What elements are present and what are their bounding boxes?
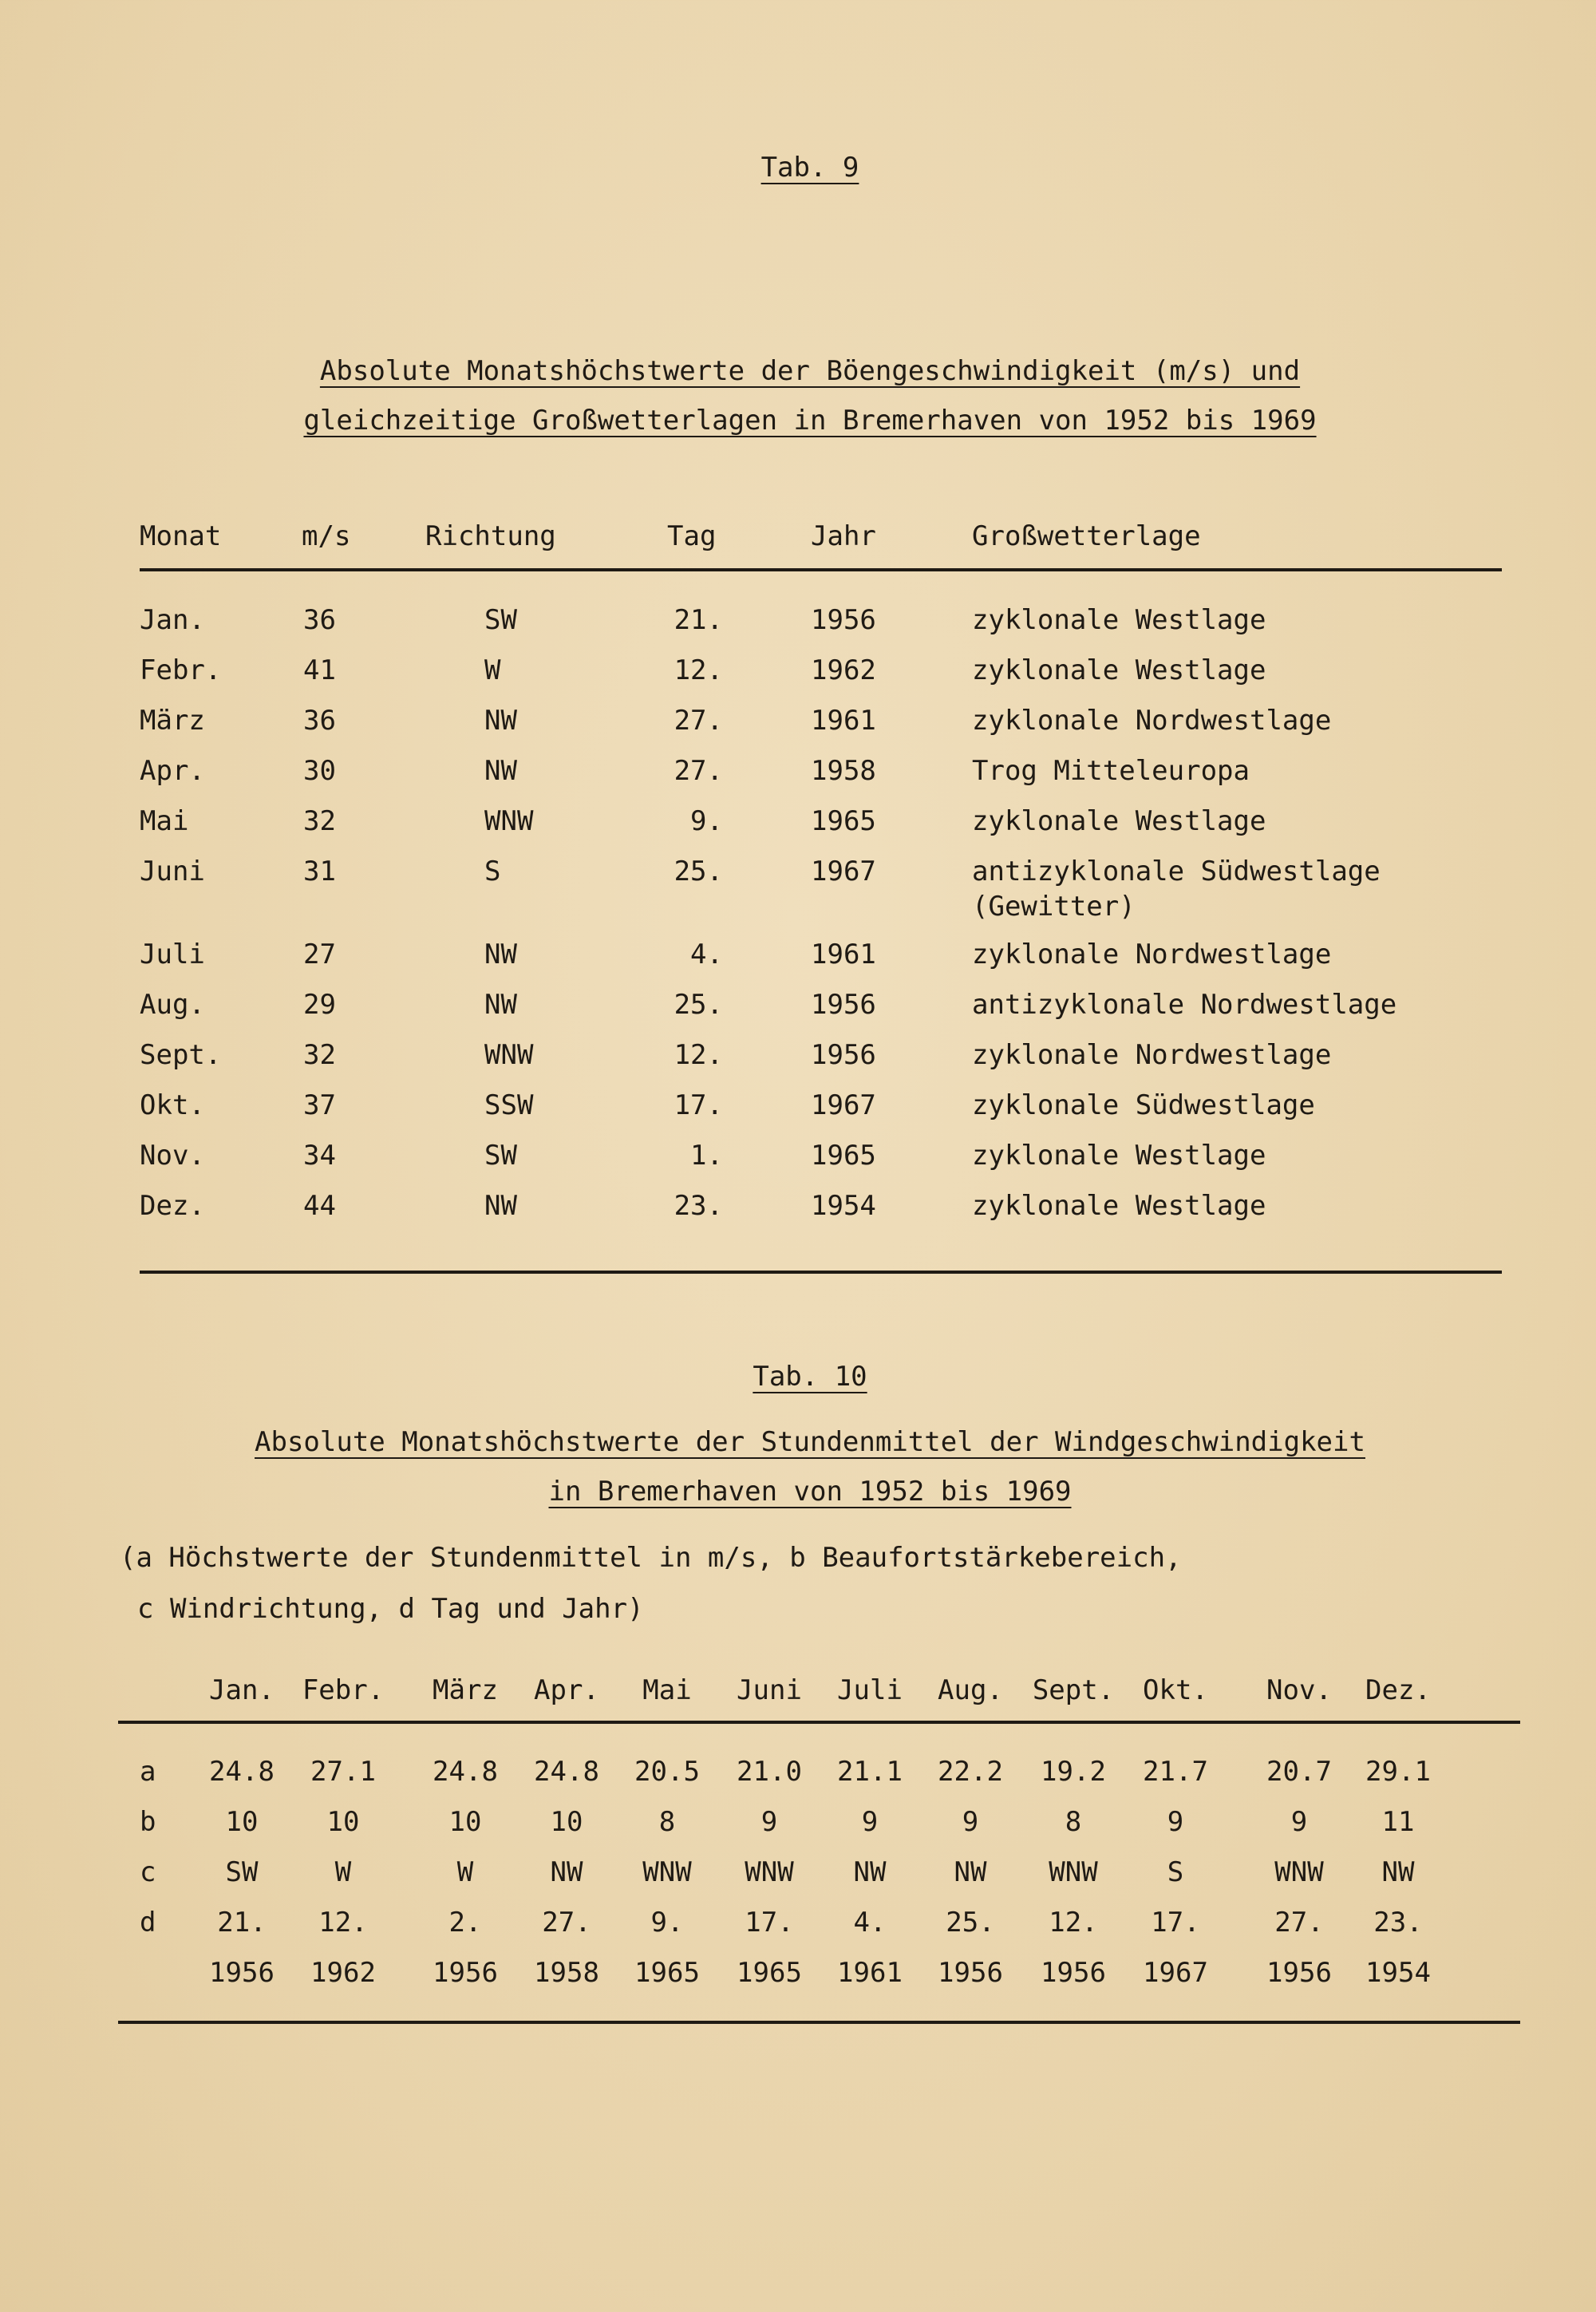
row-jahr: 1967 (811, 856, 876, 887)
month-header: März (433, 1674, 498, 1706)
tab9-title-line1: Absolute Monatshöchstwerte der Böengeschwindigkeit (m/s) und (319, 355, 1301, 387)
table-cell: 8 (658, 1806, 676, 1838)
table-cell: 1954 (1365, 1957, 1431, 1989)
table-cell: 2. (448, 1907, 482, 1939)
row-jahr: 1958 (811, 755, 876, 787)
row-jahr: 1956 (811, 604, 876, 636)
row-jahr: 1956 (811, 1039, 876, 1071)
row-ms: 31 (303, 856, 336, 887)
row-label: d (140, 1907, 156, 1939)
row-monat: Jan. (140, 604, 205, 636)
table-cell: NW (550, 1856, 583, 1888)
row-ms: 34 (303, 1140, 336, 1172)
month-header: Okt. (1143, 1674, 1208, 1706)
table-cell: 19.2 (1041, 1756, 1106, 1788)
row-jahr: 1965 (811, 805, 876, 837)
row-monat: Aug. (140, 989, 205, 1021)
row-richtung: SW (484, 604, 517, 636)
header-richtung: Richtung (425, 520, 556, 552)
row-ms: 29 (303, 989, 336, 1021)
table-cell: 1956 (938, 1957, 1003, 1989)
row-richtung: W (484, 654, 501, 686)
table-cell: NW (1381, 1856, 1415, 1888)
table-cell: NW (853, 1856, 887, 1888)
row-jahr: 1954 (811, 1190, 876, 1222)
table-cell: 9 (1290, 1806, 1308, 1838)
row-tag: 17. (674, 1089, 723, 1121)
row-ms: 41 (303, 654, 336, 686)
row-tag: 12. (674, 654, 723, 686)
table-cell: 21. (217, 1907, 267, 1939)
tab9-bottom-rule (140, 1271, 1502, 1274)
table-cell: 1961 (837, 1957, 903, 1989)
row-richtung: NW (484, 705, 517, 737)
table-cell: 1958 (534, 1957, 599, 1989)
row-richtung: S (484, 856, 501, 887)
row-tag: 9. (690, 805, 723, 837)
row-tag: 27. (674, 755, 723, 787)
month-header: Febr. (302, 1674, 385, 1706)
table-cell: W (456, 1856, 474, 1888)
row-monat: Okt. (140, 1089, 205, 1121)
row-lage: zyklonale Westlage (972, 805, 1266, 837)
row-label: b (140, 1806, 156, 1838)
row-label: a (140, 1756, 156, 1788)
table-cell: 9. (650, 1907, 684, 1939)
table-cell: 27.1 (310, 1756, 376, 1788)
tab10-note-line2: c Windrichtung, d Tag und Jahr) (137, 1593, 644, 1625)
row-ms: 44 (303, 1190, 336, 1222)
row-richtung: NW (484, 939, 517, 970)
row-richtung: NW (484, 755, 517, 787)
row-jahr: 1967 (811, 1089, 876, 1121)
month-header: Apr. (534, 1674, 599, 1706)
table-cell: 20.7 (1266, 1756, 1332, 1788)
row-lage-note: (Gewitter) (972, 891, 1136, 923)
table-cell: 22.2 (938, 1756, 1003, 1788)
tab9-label: Tab. 9 (760, 152, 859, 184)
tab10-bottom-rule (118, 2021, 1520, 2024)
row-tag: 23. (674, 1190, 723, 1222)
table-cell: 10 (326, 1806, 360, 1838)
table-cell: 10 (225, 1806, 259, 1838)
row-tag: 27. (674, 705, 723, 737)
row-richtung: SW (484, 1140, 517, 1172)
table-cell: W (334, 1856, 352, 1888)
header-ms: m/s (302, 520, 351, 552)
header-tag: Tag (667, 520, 717, 552)
table-cell: 1965 (634, 1957, 700, 1989)
table-cell: 24.8 (209, 1756, 275, 1788)
table-cell: 21.1 (837, 1756, 903, 1788)
table-cell: 1967 (1143, 1957, 1208, 1989)
row-ms: 27 (303, 939, 336, 970)
table-cell: 10 (550, 1806, 583, 1838)
month-header: Dez. (1365, 1674, 1431, 1706)
month-header: Sept. (1032, 1674, 1115, 1706)
row-monat: Febr. (140, 654, 222, 686)
table-cell: 24.8 (534, 1756, 599, 1788)
row-lage: zyklonale Westlage (972, 654, 1266, 686)
row-jahr: 1961 (811, 705, 876, 737)
row-ms: 32 (303, 1039, 336, 1071)
row-ms: 36 (303, 705, 336, 737)
tab10-title-line2: in Bremerhaven von 1952 bis 1969 (548, 1476, 1072, 1508)
month-header: Aug. (938, 1674, 1003, 1706)
row-ms: 37 (303, 1089, 336, 1121)
row-lage: zyklonale Westlage (972, 604, 1266, 636)
row-lage: zyklonale Nordwestlage (972, 705, 1332, 737)
row-monat: Nov. (140, 1140, 205, 1172)
table-cell: 1962 (310, 1957, 376, 1989)
row-lage: zyklonale Nordwestlage (972, 1039, 1332, 1071)
row-lage: zyklonale Nordwestlage (972, 939, 1332, 970)
month-header: Jan. (209, 1674, 275, 1706)
row-label: c (140, 1856, 156, 1888)
row-tag: 21. (674, 604, 723, 636)
table-cell: 27. (1274, 1907, 1324, 1939)
row-tag: 4. (690, 939, 723, 970)
table-cell: S (1167, 1856, 1184, 1888)
table-cell: 9 (1167, 1806, 1184, 1838)
tab10-header-rule (118, 1721, 1520, 1724)
row-ms: 36 (303, 604, 336, 636)
row-jahr: 1956 (811, 989, 876, 1021)
table-cell: 24.8 (433, 1756, 498, 1788)
table-cell: 17. (1151, 1907, 1200, 1939)
table-cell: 1956 (1041, 1957, 1106, 1989)
row-lage: zyklonale Südwestlage (972, 1089, 1315, 1121)
table-cell: 25. (946, 1907, 995, 1939)
tab10-note-line1: (a Höchstwerte der Stundenmittel in m/s, b Beaufortstärkebereich, (120, 1542, 1182, 1574)
row-monat: Apr. (140, 755, 205, 787)
table-cell: 1965 (737, 1957, 802, 1989)
header-jahr: Jahr (811, 520, 876, 552)
row-richtung: NW (484, 989, 517, 1021)
table-cell: 8 (1065, 1806, 1082, 1838)
row-jahr: 1962 (811, 654, 876, 686)
row-jahr: 1965 (811, 1140, 876, 1172)
table-cell: 9 (760, 1806, 778, 1838)
row-monat: Mai (140, 805, 189, 837)
row-lage: antizyklonale Südwestlage (972, 856, 1381, 887)
table-cell: 12. (1049, 1907, 1098, 1939)
table-cell: 17. (745, 1907, 794, 1939)
month-header: Juli (837, 1674, 903, 1706)
table-cell: 20.5 (634, 1756, 700, 1788)
table-cell: 11 (1381, 1806, 1415, 1838)
row-ms: 30 (303, 755, 336, 787)
header-lage: Großwetterlage (972, 520, 1201, 552)
table-cell: 9 (962, 1806, 979, 1838)
table-cell: 4. (853, 1907, 887, 1939)
row-richtung: SSW (484, 1089, 534, 1121)
tab10-label: Tab. 10 (753, 1361, 867, 1393)
row-monat: Juli (140, 939, 205, 970)
row-tag: 1. (690, 1140, 723, 1172)
table-cell: 1956 (209, 1957, 275, 1989)
row-ms: 32 (303, 805, 336, 837)
table-cell: 21.7 (1143, 1756, 1208, 1788)
table-cell: 12. (318, 1907, 368, 1939)
table-cell: NW (954, 1856, 987, 1888)
table-cell: 9 (861, 1806, 879, 1838)
month-header: Juni (737, 1674, 802, 1706)
table-cell: WNW (1274, 1856, 1324, 1888)
row-tag: 25. (674, 989, 723, 1021)
tab10-title-line1: Absolute Monatshöchstwerte der Stundenmittel der Windgeschwindigkeit (255, 1426, 1365, 1458)
row-lage: zyklonale Westlage (972, 1190, 1266, 1222)
row-monat: Juni (140, 856, 205, 887)
table-cell: WNW (1049, 1856, 1098, 1888)
tab9-title-line2: gleichzeitige Großwetterlagen in Bremerhaven von 1952 bis 1969 (303, 405, 1317, 437)
row-lage: zyklonale Westlage (972, 1140, 1266, 1172)
table-cell: 27. (542, 1907, 591, 1939)
table-cell: SW (225, 1856, 259, 1888)
table-cell: 1956 (1266, 1957, 1332, 1989)
table-cell: WNW (745, 1856, 794, 1888)
row-lage: antizyklonale Nordwestlage (972, 989, 1397, 1021)
table-cell: WNW (642, 1856, 692, 1888)
table-cell: 23. (1373, 1907, 1423, 1939)
row-richtung: NW (484, 1190, 517, 1222)
row-tag: 12. (674, 1039, 723, 1071)
row-richtung: WNW (484, 805, 534, 837)
table-cell: 10 (448, 1806, 482, 1838)
header-monat: Monat (140, 520, 222, 552)
tab9-header-rule (140, 568, 1502, 571)
row-monat: Sept. (140, 1039, 222, 1071)
table-cell: 1956 (433, 1957, 498, 1989)
row-monat: März (140, 705, 205, 737)
row-richtung: WNW (484, 1039, 534, 1071)
month-header: Mai (642, 1674, 692, 1706)
month-header: Nov. (1266, 1674, 1332, 1706)
table-cell: 29.1 (1365, 1756, 1431, 1788)
row-jahr: 1961 (811, 939, 876, 970)
row-tag: 25. (674, 856, 723, 887)
row-monat: Dez. (140, 1190, 205, 1222)
table-cell: 21.0 (737, 1756, 802, 1788)
row-lage: Trog Mitteleuropa (972, 755, 1250, 787)
